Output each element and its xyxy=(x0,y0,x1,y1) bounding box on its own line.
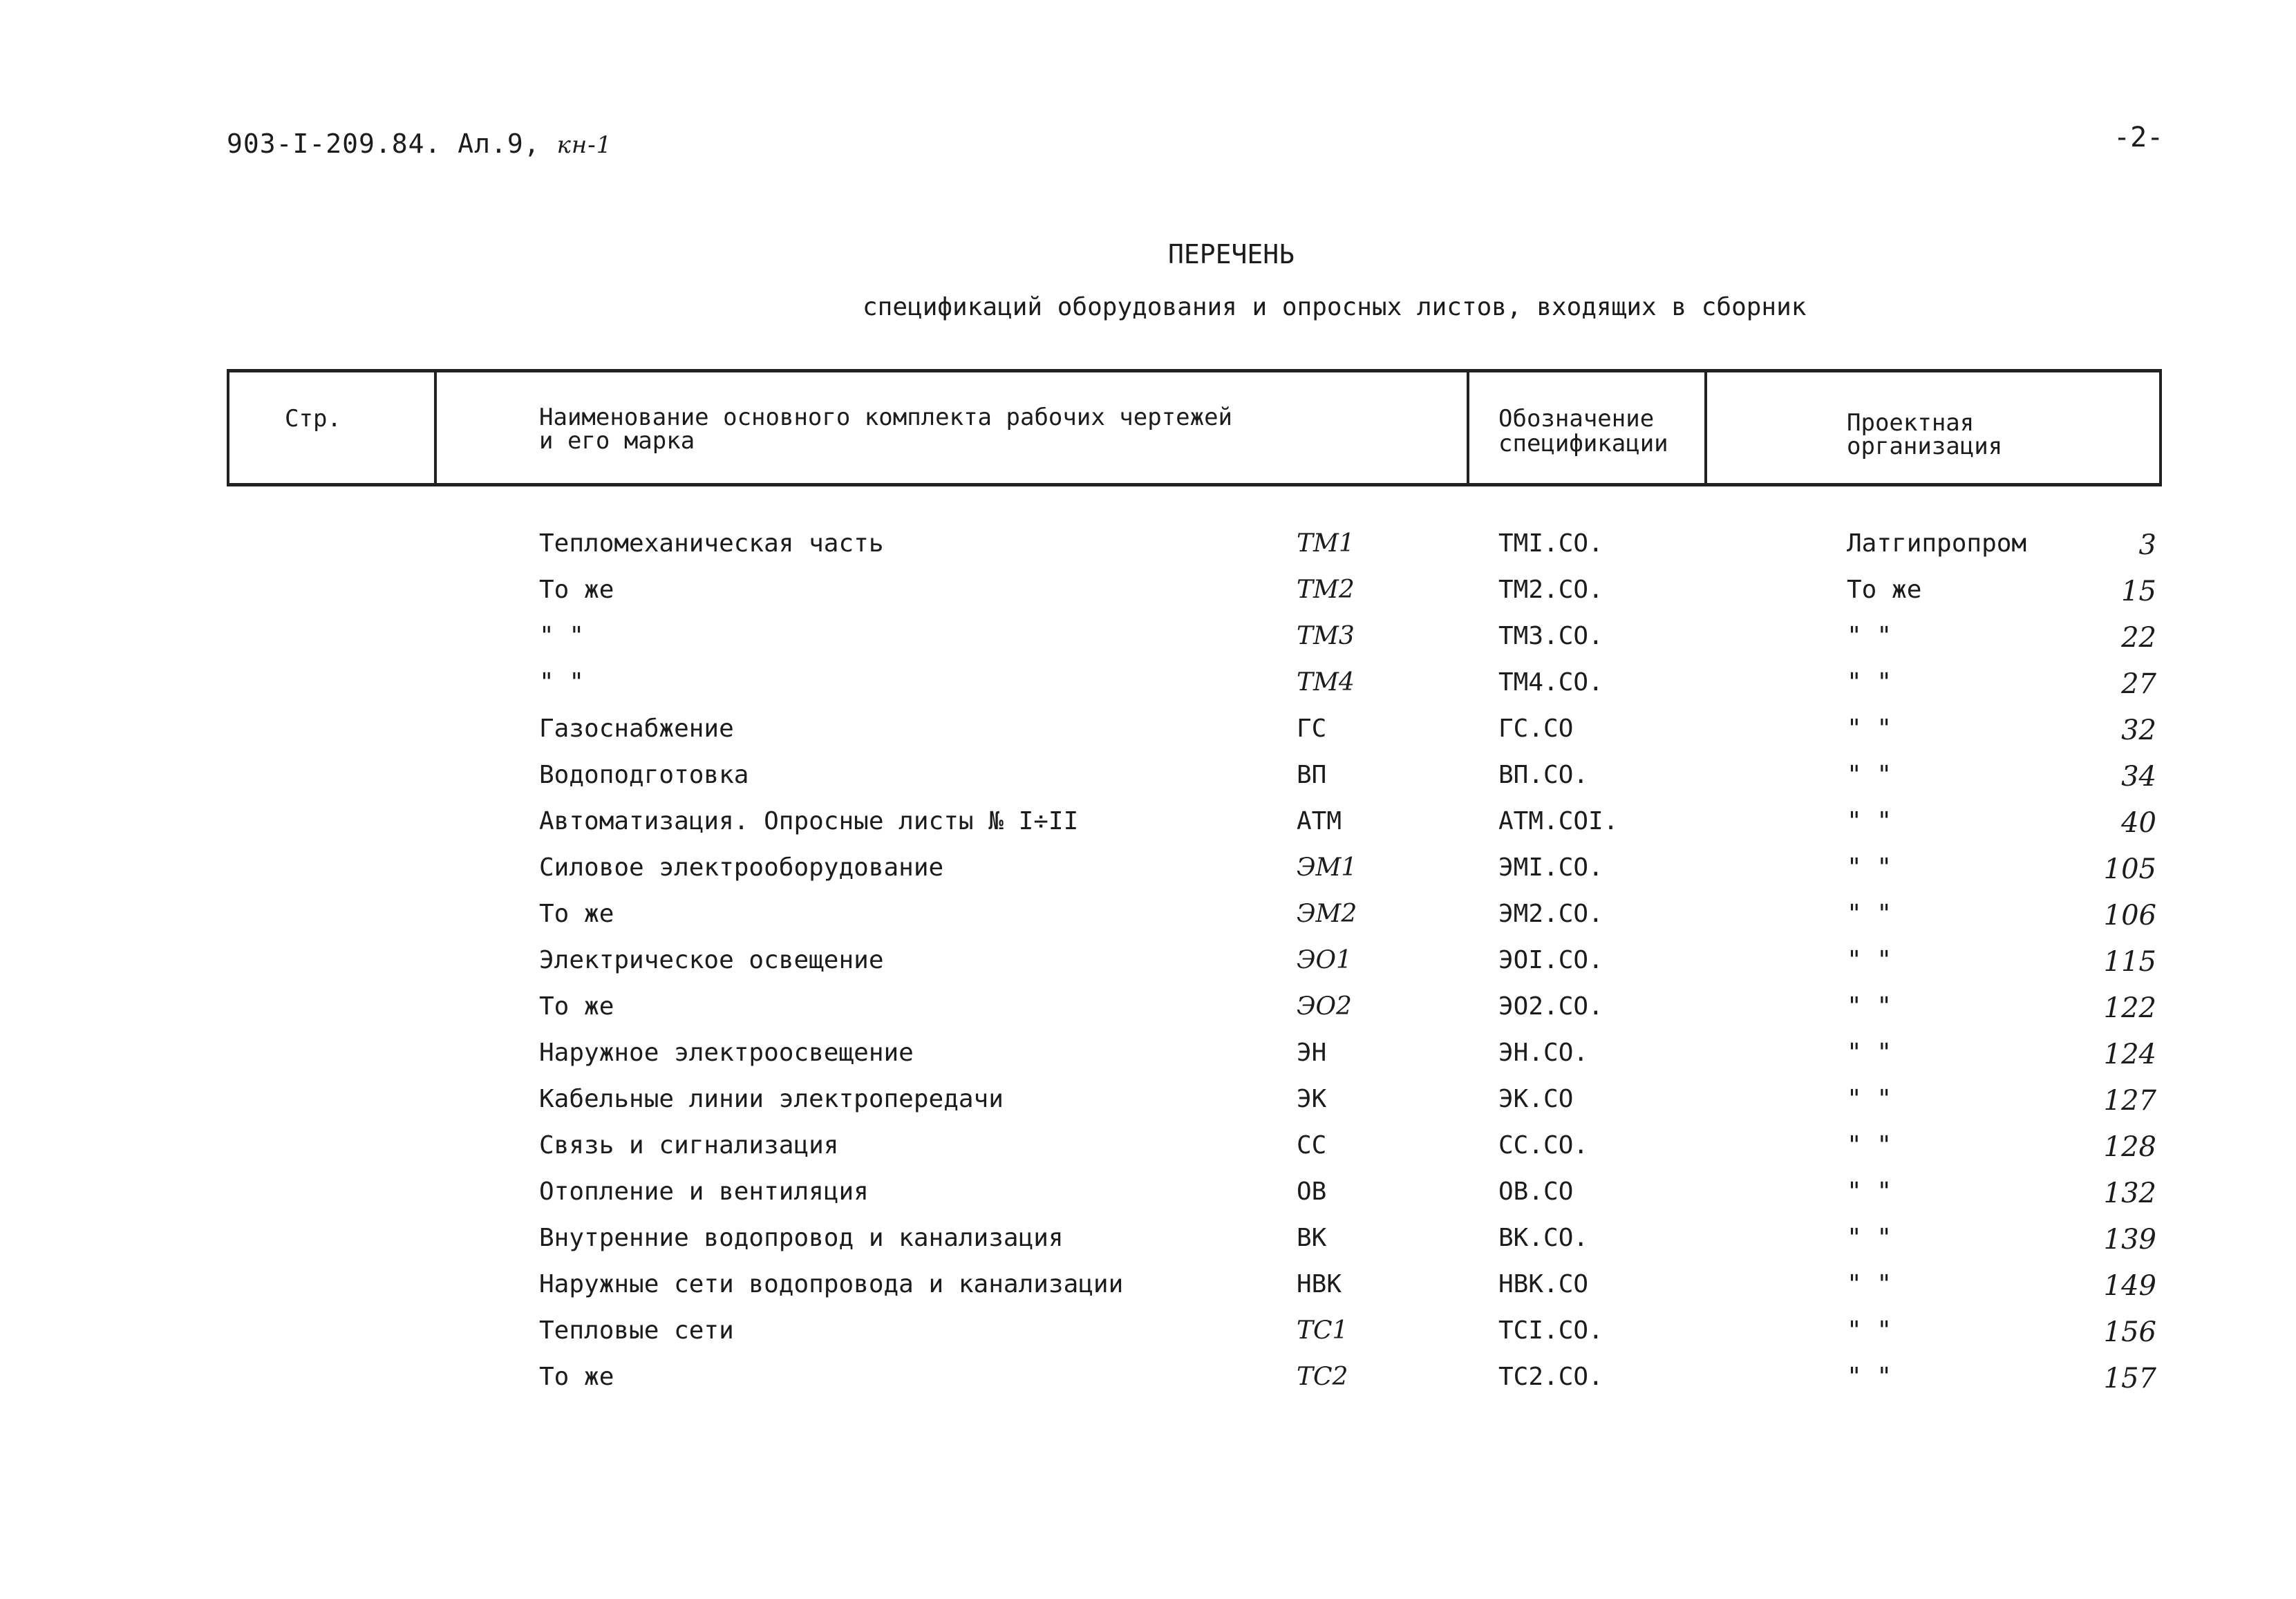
header-page-col: Стр. xyxy=(285,405,341,433)
row-org: " " xyxy=(1847,668,1892,697)
row-name: Водоподготовка xyxy=(539,761,749,789)
row-name: Тепломеханическая часть xyxy=(539,529,884,558)
row-page: 127 xyxy=(2103,1085,2156,1117)
row-spec: ТСI.СО. xyxy=(1498,1316,1603,1345)
row-mark: ТС2 xyxy=(1297,1363,1348,1391)
row-name: Наружное электроосвещение xyxy=(539,1039,914,1067)
row-name: Силовое электрооборудование xyxy=(539,853,944,882)
row-spec: АТМ.СОI. xyxy=(1498,807,1619,835)
row-mark: НВК xyxy=(1297,1270,1342,1298)
row-page: 27 xyxy=(2121,668,2156,700)
row-spec: ЭО2.СО. xyxy=(1498,992,1603,1021)
row-spec: ТМ3.СО. xyxy=(1498,622,1603,650)
document-code-text: 903-I-209.84. Ал.9, xyxy=(227,129,540,159)
row-org: " " xyxy=(1847,1177,1892,1206)
row-org: " " xyxy=(1847,807,1892,835)
row-spec: ТМI.СО. xyxy=(1498,529,1603,558)
row-page: 22 xyxy=(2121,622,2156,654)
row-spec: ЭОI.СО. xyxy=(1498,946,1603,974)
row-org: " " xyxy=(1847,946,1892,974)
table-row xyxy=(0,1085,2296,1126)
row-page: 34 xyxy=(2121,761,2156,793)
table-row xyxy=(0,529,2296,571)
row-name: Кабельные линии электропередачи xyxy=(539,1085,1004,1113)
row-spec: ТМ4.СО. xyxy=(1498,668,1603,697)
document-code-handwritten: кн-1 xyxy=(556,131,612,159)
header-spec-col-line2: спецификации xyxy=(1498,430,1668,457)
table-row xyxy=(0,576,2296,617)
table-row xyxy=(0,1224,2296,1265)
table-row xyxy=(0,761,2296,802)
row-mark: ТС1 xyxy=(1297,1316,1348,1345)
table-row xyxy=(0,622,2296,663)
row-name: То же xyxy=(539,576,614,604)
row-mark: ЭО2 xyxy=(1297,992,1352,1021)
row-spec: ЭМ2.СО. xyxy=(1498,900,1603,928)
row-name: Тепловые сети xyxy=(539,1316,734,1345)
table-row xyxy=(0,946,2296,987)
page-subtitle: спецификаций оборудования и опросных листов, входящих в сборник xyxy=(863,293,1807,321)
row-mark: ЭК xyxy=(1297,1085,1327,1113)
row-page: 105 xyxy=(2103,853,2156,885)
row-name: Внутренние водопровод и канализация xyxy=(539,1224,1064,1252)
table-row xyxy=(0,715,2296,756)
header-org-col-line1: Проектная xyxy=(1847,409,1975,437)
table-row xyxy=(0,1363,2296,1404)
row-org: " " xyxy=(1847,761,1892,789)
row-org: " " xyxy=(1847,1085,1892,1113)
row-page: 156 xyxy=(2103,1316,2156,1348)
row-org: " " xyxy=(1847,853,1892,882)
row-org: То же xyxy=(1847,576,1922,604)
row-mark: ВП xyxy=(1297,761,1327,789)
row-name: Электрическое освещение xyxy=(539,946,884,974)
column-divider xyxy=(1704,372,1707,483)
row-mark: АТМ xyxy=(1297,807,1342,835)
row-name: То же xyxy=(539,1363,614,1391)
row-spec: НВК.СО xyxy=(1498,1270,1589,1298)
row-page: 3 xyxy=(2138,529,2156,561)
row-page: 40 xyxy=(2121,807,2156,839)
row-mark: СС xyxy=(1297,1131,1327,1160)
row-page: 106 xyxy=(2103,900,2156,931)
row-org: " " xyxy=(1847,1131,1892,1160)
page-number: -2- xyxy=(2114,122,2164,153)
row-org: " " xyxy=(1847,1224,1892,1252)
row-org: " " xyxy=(1847,1316,1892,1345)
row-page: 132 xyxy=(2103,1177,2156,1209)
row-page: 157 xyxy=(2103,1363,2156,1394)
row-mark: ЭМ1 xyxy=(1297,853,1357,882)
table-row xyxy=(0,668,2296,710)
row-mark: ТМ4 xyxy=(1297,668,1355,697)
row-spec: ВП.СО. xyxy=(1498,761,1589,789)
row-page: 124 xyxy=(2103,1039,2156,1070)
row-page: 115 xyxy=(2103,946,2156,978)
table-row xyxy=(0,1131,2296,1173)
row-mark: ОВ xyxy=(1297,1177,1327,1206)
row-org: " " xyxy=(1847,1270,1892,1298)
column-divider xyxy=(1467,372,1469,483)
row-name: Газоснабжение xyxy=(539,715,734,743)
row-spec: ОВ.СО xyxy=(1498,1177,1574,1206)
row-name: Связь и сигнализация xyxy=(539,1131,839,1160)
row-spec: ЭМI.СО. xyxy=(1498,853,1603,882)
row-spec: ВК.СО. xyxy=(1498,1224,1589,1252)
row-org: " " xyxy=(1847,1363,1892,1391)
header-name-col-line1: Наименование основного комплекта рабочих чертежей xyxy=(539,404,1233,431)
row-spec: СС.СО. xyxy=(1498,1131,1589,1160)
row-org: " " xyxy=(1847,900,1892,928)
row-mark: ТМ3 xyxy=(1297,622,1355,650)
row-org: " " xyxy=(1847,622,1892,650)
column-divider xyxy=(434,372,437,483)
row-name: Автоматизация. Опросные листы № I÷II xyxy=(539,807,1079,835)
row-page: 128 xyxy=(2103,1131,2156,1163)
row-name: Отопление и вентиляция xyxy=(539,1177,869,1206)
row-mark: ЭМ2 xyxy=(1297,900,1357,928)
row-page: 122 xyxy=(2103,992,2156,1024)
row-spec: ТМ2.СО. xyxy=(1498,576,1603,604)
row-mark: ЭО1 xyxy=(1297,946,1352,974)
document-code xyxy=(227,129,612,159)
table-row xyxy=(0,900,2296,941)
row-name: Наружные сети водопровода и канализации xyxy=(539,1270,1124,1298)
row-spec: ТС2.СО. xyxy=(1498,1363,1603,1391)
page-title: ПЕРЕЧЕНЬ xyxy=(1168,239,1295,269)
table-row xyxy=(0,1270,2296,1312)
table-row xyxy=(0,1316,2296,1358)
row-org: " " xyxy=(1847,1039,1892,1067)
table-row xyxy=(0,992,2296,1034)
table-row xyxy=(0,853,2296,895)
row-page: 32 xyxy=(2121,715,2156,746)
header-spec-col-line1: Обозначение xyxy=(1498,405,1655,433)
table-row xyxy=(0,1039,2296,1080)
header-name-col-line2: и его марка xyxy=(539,427,695,455)
table-header xyxy=(227,369,2162,486)
row-org: Латгипропром xyxy=(1847,529,2027,558)
row-spec: ЭН.СО. xyxy=(1498,1039,1589,1067)
row-name: " " xyxy=(539,668,585,697)
row-name: То же xyxy=(539,992,614,1021)
row-name: " " xyxy=(539,622,585,650)
row-mark: ГС xyxy=(1297,715,1327,743)
header-org-col-line2: организация xyxy=(1847,433,2003,460)
row-org: " " xyxy=(1847,715,1892,743)
row-page: 149 xyxy=(2103,1270,2156,1302)
row-page: 139 xyxy=(2103,1224,2156,1256)
row-page: 15 xyxy=(2121,576,2156,607)
row-mark: ТМ1 xyxy=(1297,529,1355,558)
table-row xyxy=(0,1177,2296,1219)
row-mark: ТМ2 xyxy=(1297,576,1355,604)
row-org: " " xyxy=(1847,992,1892,1021)
row-mark: ВК xyxy=(1297,1224,1327,1252)
table-row xyxy=(0,807,2296,849)
row-name: То же xyxy=(539,900,614,928)
row-mark: ЭН xyxy=(1297,1039,1327,1067)
row-spec: ЭК.СО xyxy=(1498,1085,1574,1113)
row-spec: ГС.СО xyxy=(1498,715,1574,743)
